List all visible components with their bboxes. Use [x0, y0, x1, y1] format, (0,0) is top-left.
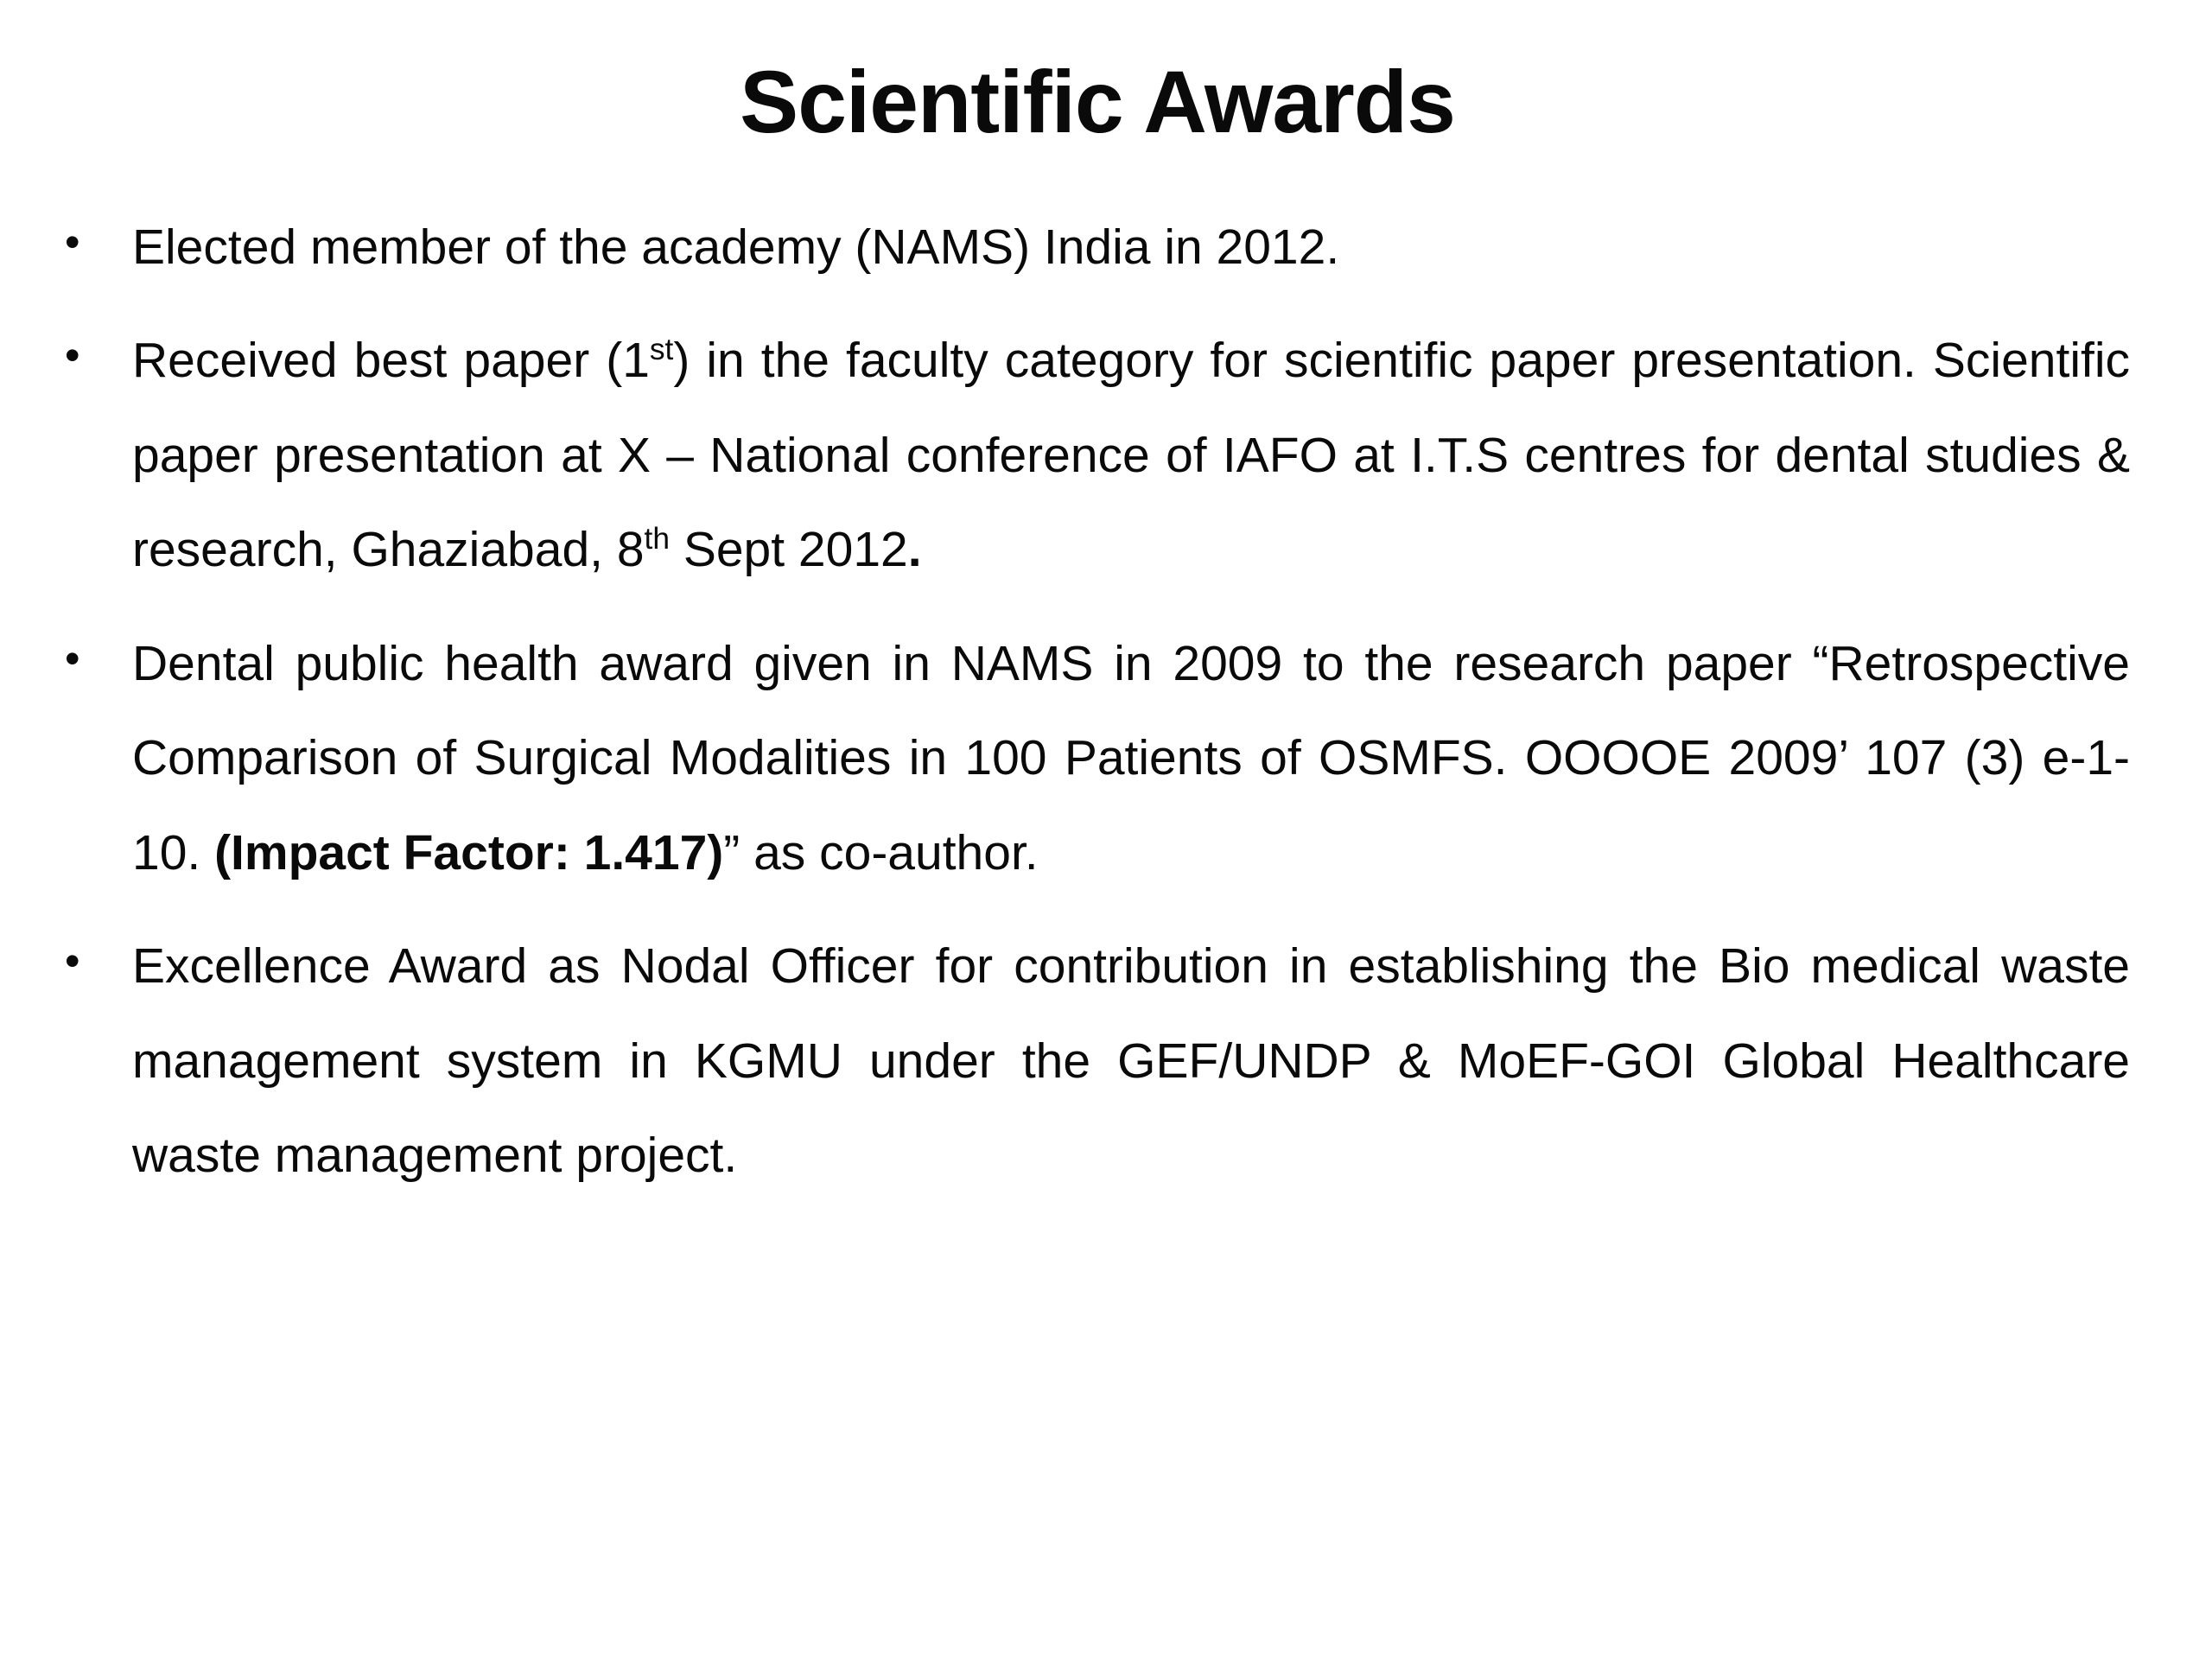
bullet-text: Excellence Award as Nodal Officer for contribution in establishing the Bio medical waste management system in KGMU under the GEF/UNDP & MoEF-GOI Global Healthcare waste management project. — [132, 938, 2130, 1183]
bullet-item — [65, 919, 2130, 1203]
bullet-marker-icon: • — [65, 331, 80, 380]
slide-title: Scientific Awards — [740, 53, 1455, 151]
bullet-marker-icon: • — [65, 633, 80, 683]
bullet-marker-icon: • — [65, 937, 80, 986]
bullet-item — [65, 617, 2130, 900]
bullet-item — [65, 200, 2130, 295]
bullet-text: Elected member of the academy (NAMS) India in 2012. — [132, 219, 1340, 275]
bullet-list — [65, 200, 2130, 1203]
bullet-item — [65, 314, 2130, 597]
bullet-marker-icon: • — [65, 218, 80, 266]
bullet-text: Received best paper (1st) in the faculty category for scientific paper presentation. Scientific paper presentation at X – National conference of IAFO at I.T.S centres for dental studies & research, Ghaziabad, 8th Sept 2012. — [132, 333, 2130, 578]
bullet-text: Dental public health award given in NAMS in 2009 to the research paper “Retrospective Comparison of Surgical Modalities in 100 Patients of OSMFS. OOOOE 2009’ 107 (3) e-1-10. (Impact Factor: 1.417)” as co-author. — [132, 635, 2130, 880]
